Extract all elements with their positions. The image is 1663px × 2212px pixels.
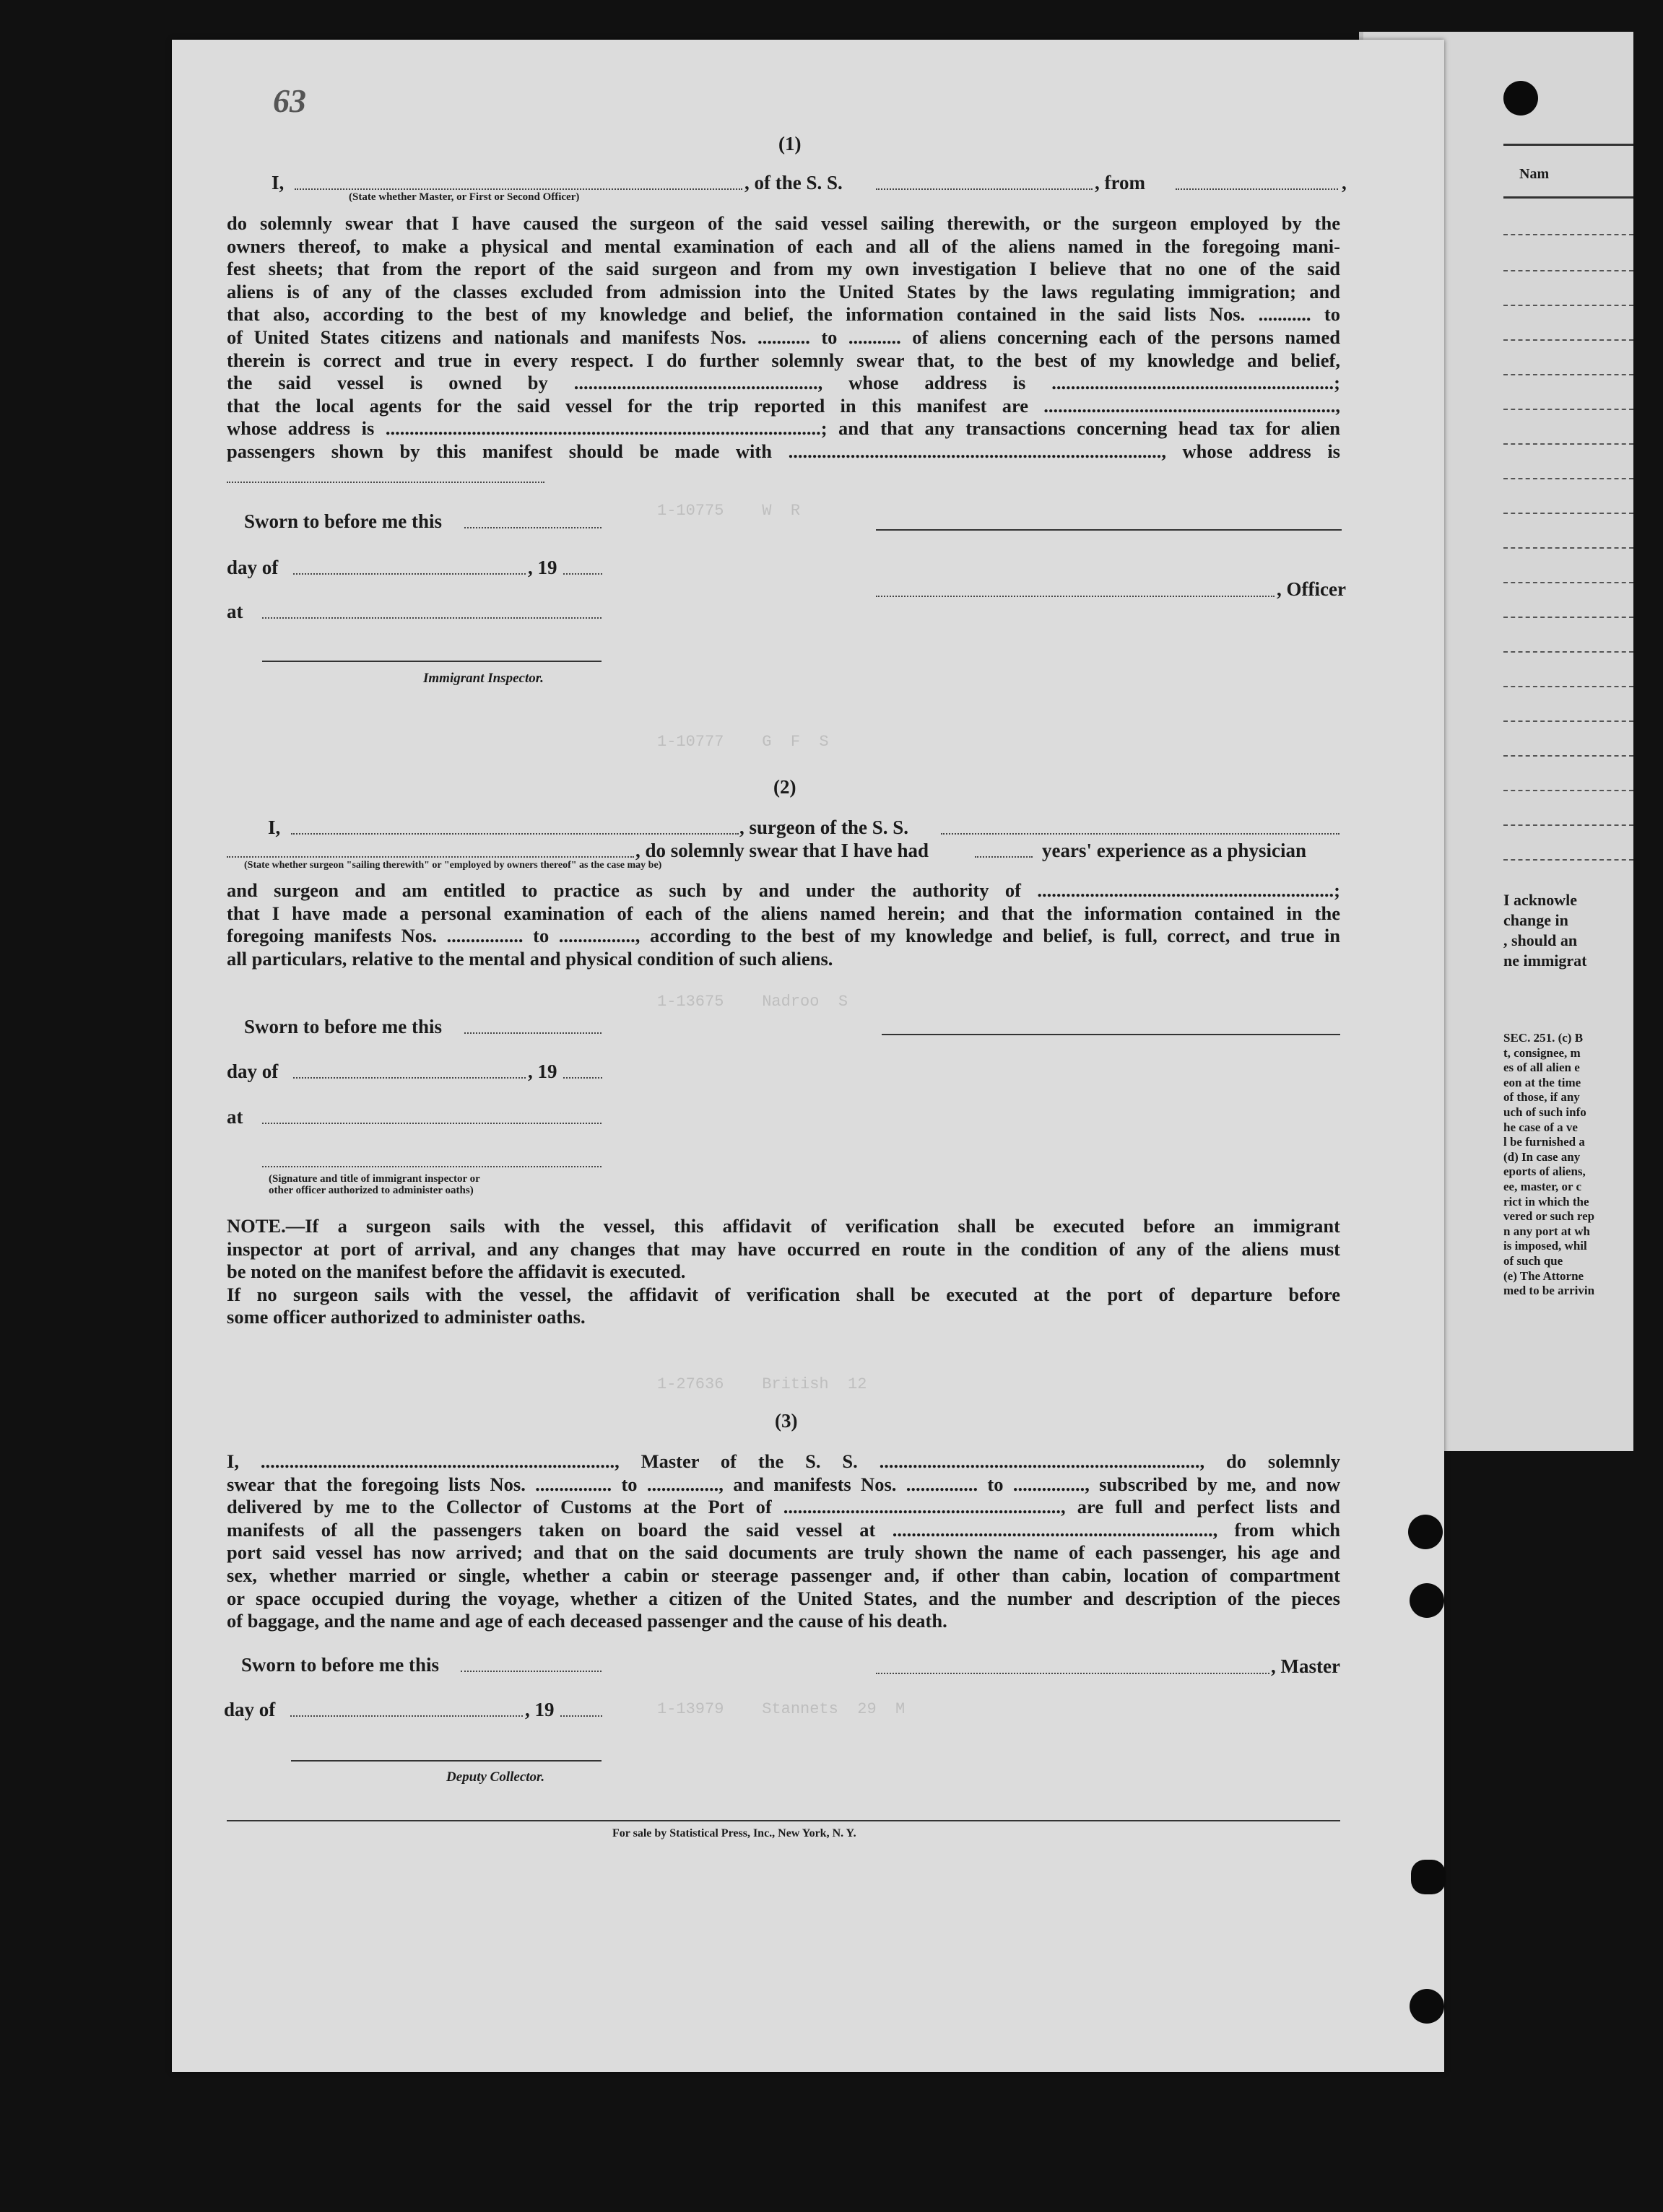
bleed-through: 1-13979 Stannets 29 M (657, 1700, 906, 1718)
section-number-3: (3) (775, 1410, 798, 1432)
s3-oath-paragraph (227, 1450, 1340, 1633)
paragraph-line: swear that the foregoing lists Nos. ................ to ..............., and manifests Nos. ............... to ..............., subscribed by me, and now (227, 1473, 1340, 1495)
underlying-dash-line (1503, 790, 1633, 791)
underlying-dash-line (1503, 409, 1633, 410)
s2-day-of: day of (227, 1061, 279, 1082)
binder-hole (1410, 1583, 1444, 1618)
paragraph-line: foregoing manifests Nos. ................ to ................, according to the best of my knowledge and belief, is full, correct, and true in (227, 925, 1340, 947)
paragraph-line: that also, according to the best of my knowledge and belief, the information contained in the said lists Nos. ........... to (227, 303, 1340, 326)
binder-hole (1503, 81, 1538, 116)
s2-official-signature-line[interactable] (262, 1166, 602, 1167)
underlying-text: change in (1503, 911, 1568, 929)
s2-signer-2: other officer authorized to administer oaths) (269, 1185, 474, 1196)
paragraph-line: fest sheets; that from the report of the said surgeon and from my own investigation I believe that no one of the said (227, 258, 1340, 280)
underlying-dash-line (1503, 513, 1633, 514)
s1-from-field[interactable] (1176, 188, 1338, 190)
underlying-statute-text (1503, 1031, 1594, 1299)
paragraph-line: aliens is of any of the classes excluded from admission into the United States by the laws regulating immigration; and (227, 280, 1340, 302)
underlying-rule (1503, 196, 1633, 199)
s2-years-field[interactable] (975, 856, 1033, 858)
s2-day-field[interactable] (293, 1077, 526, 1079)
s2-surgeon-name-field[interactable] (291, 833, 739, 835)
s3-sworn-field[interactable] (461, 1671, 602, 1672)
footer-rule (227, 1820, 1340, 1821)
statute-line: uch of such info (1503, 1105, 1586, 1119)
footer-imprint: For sale by Statistical Press, Inc., New York, N. Y. (612, 1827, 856, 1839)
manifest-affidavit-page (172, 40, 1444, 2072)
bleed-through: 1-13675 Nadroo S (657, 993, 848, 1011)
s1-officer-field[interactable] (295, 188, 742, 190)
paragraph-line: I, .........................................................................., Master of the S. S. ..................................................................., do solemnly (227, 1450, 1340, 1472)
underlying-dash-line (1503, 859, 1633, 861)
s3-collector-label: Deputy Collector. (446, 1769, 545, 1785)
s2-vessel-field[interactable] (941, 833, 1339, 835)
paragraph-line: or space occupied during the voyage, whether a citizen of the United States, and the number and description of the pieces (227, 1587, 1340, 1609)
s2-surgeon-type-field[interactable] (227, 856, 634, 858)
paragraph-line: NOTE.—If a surgeon sails with the vessel, this affidavit of verification shall be executed before an immigrant (227, 1215, 1340, 1237)
s3-collector-line[interactable] (291, 1760, 602, 1762)
underlying-dash-line (1503, 339, 1633, 341)
s2-at: at (227, 1106, 243, 1128)
paragraph-line: do solemnly swear that I have caused the surgeon of the said vessel sailing therewith, or the surgeon employed by the (227, 212, 1340, 234)
underlying-text: I acknowle (1503, 891, 1578, 909)
underlying-dash-line (1503, 305, 1633, 306)
s1-officer-line[interactable] (876, 596, 1275, 597)
paragraph-line: whose address is ...........................................................................................; and that any transactions concerning head tax for alien (227, 417, 1340, 440)
s1-comma: , (1342, 172, 1347, 193)
s1-officer: , Officer (1277, 578, 1346, 600)
statute-line: n any port at wh (1503, 1224, 1590, 1238)
paragraph-line: some officer authorized to administer oaths. (227, 1306, 586, 1328)
s1-sworn: Sworn to before me this (244, 510, 442, 532)
binder-hole (1411, 1860, 1446, 1894)
paragraph-line: port said vessel has now arrived; and that on the said documents are truly shown the name of each passenger, his age and (227, 1541, 1340, 1564)
underlying-dash-line (1503, 270, 1633, 271)
paragraph-line: that the local agents for the said vessel for the trip reported in this manifest are ............................................................., (227, 394, 1340, 417)
statute-line: (d) In case any (1503, 1149, 1581, 1164)
s1-inspector-line[interactable] (262, 661, 602, 662)
bleed-through: 1-10777 G F S (657, 733, 829, 751)
s3-master-signature-line[interactable] (876, 1673, 1269, 1674)
s2-i: I, (268, 817, 281, 838)
underlying-dash-line (1503, 374, 1633, 375)
paragraph-line: manifests of all the passengers taken on board the said vessel at ..................................................................., from which (227, 1518, 1340, 1541)
s2-sworn-field[interactable] (464, 1032, 602, 1034)
bleed-through: 1-10775 W R (657, 502, 801, 520)
s1-officer-hint: (State whether Master, or First or Second Officer) (349, 191, 580, 203)
paragraph-line: If no surgeon sails with the vessel, the affidavit of verification shall be executed at the port of departure before (227, 1283, 1340, 1305)
s2-years: years' experience as a physician (1042, 840, 1306, 861)
paragraph-line: be noted on the manifest before the affidavit is executed. (227, 1260, 686, 1283)
s1-i: I, (272, 172, 285, 193)
s1-oath-paragraph (227, 212, 1340, 463)
s2-hint: (State whether surgeon "sailing therewith" or "employed by owners thereof" as the case may be) (244, 860, 662, 871)
s1-sworn-field[interactable] (464, 527, 602, 528)
underlying-text: ne immigrat (1503, 952, 1587, 970)
s2-signature-line[interactable] (882, 1034, 1340, 1035)
paragraph-line: therein is correct and true in every respect. I do further solemnly swear that, to the best of my knowledge and belief, (227, 349, 1340, 371)
statute-line: es of all alien e (1503, 1061, 1580, 1075)
s1-vessel-field[interactable] (876, 188, 1093, 190)
s1-year-field[interactable] (563, 573, 602, 575)
binder-hole (1408, 1515, 1443, 1549)
underlying-dash-line (1503, 824, 1633, 826)
underlying-dash-line (1503, 755, 1633, 757)
paragraph-line: all particulars, relative to the mental and physical condition of such aliens. (227, 947, 833, 970)
statute-line: med to be arrivin (1503, 1284, 1595, 1298)
paragraph-line: the said vessel is owned by ..................................................., whose address is ...........................................................; (227, 372, 1340, 394)
statute-line: is imposed, whil (1503, 1239, 1587, 1253)
paragraph-line: of baggage, and the name and age of each deceased passenger and the cause of his death. (227, 1610, 947, 1632)
s1-signature-line[interactable] (876, 529, 1342, 531)
s2-surgeon-of: , surgeon of the S. S. (739, 817, 909, 838)
s2-note-paragraph (227, 1215, 1340, 1329)
section-number-2: (2) (773, 776, 796, 798)
underlying-rule (1503, 144, 1633, 146)
s2-signer-1: (Signature and title of immigrant inspector or (269, 1173, 480, 1185)
section-number-1: (1) (778, 133, 802, 154)
statute-line: of those, if any (1503, 1090, 1580, 1105)
statute-line: rict in which the (1503, 1194, 1589, 1209)
s1-inspector-label: Immigrant Inspector. (423, 671, 544, 686)
s2-year-field[interactable] (563, 1077, 602, 1079)
s3-year-field[interactable] (560, 1715, 602, 1717)
statute-line: t, consignee, m (1503, 1045, 1581, 1060)
s2-year: , 19 (528, 1061, 557, 1082)
s1-at-field[interactable] (262, 617, 602, 619)
underlying-dash-line (1503, 443, 1633, 445)
s3-year: , 19 (525, 1699, 555, 1720)
s1-day-field[interactable] (293, 573, 526, 575)
s2-swear: , do solemnly swear that I have had (635, 840, 929, 861)
underlying-header: Nam (1519, 166, 1550, 182)
statute-line: he case of a ve (1503, 1120, 1578, 1134)
s1-of-ss: , of the S. S. (744, 172, 843, 193)
statute-line: SEC. 251. (c) B (1503, 1031, 1584, 1045)
s1-at: at (227, 601, 243, 622)
s3-sworn: Sworn to before me this (241, 1654, 439, 1676)
statute-line: ee, master, or c (1503, 1179, 1582, 1193)
paragraph-line: inspector at port of arrival, and any changes that may have occurred en route in the condition of any of the aliens must (227, 1237, 1340, 1260)
underlying-dash-line (1503, 478, 1633, 479)
statute-line: vered or such rep (1503, 1209, 1595, 1224)
s1-from: , from (1095, 172, 1145, 193)
statute-line: of such que (1503, 1253, 1563, 1268)
paragraph-line: and surgeon and am entitled to practice as such by and under the authority of ..............................................................; (227, 879, 1340, 901)
s1-year: , 19 (528, 557, 557, 578)
s1-address-continuation-field[interactable] (227, 482, 544, 483)
paragraph-line: that I have made a personal examination of each of the aliens named herein; and that the information contained in the (227, 902, 1340, 924)
paragraph-line: sex, whether married or single, whether a cabin or steerage passenger and, if other than cabin, location of compartment (227, 1564, 1340, 1586)
binder-hole (1410, 1989, 1444, 2024)
s3-day-of: day of (224, 1699, 276, 1720)
paragraph-line: passengers shown by this manifest should be made with .............................................................................., whose address is (227, 440, 1340, 462)
paragraph-line: delivered by me to the Collector of Customs at the Port of .........................................................., are full and perfect lists and (227, 1496, 1340, 1518)
margin-mark: 63 (273, 82, 306, 119)
statute-line: eports of aliens, (1503, 1164, 1586, 1179)
s3-day-field[interactable] (290, 1715, 523, 1717)
statute-line: (e) The Attorne (1503, 1268, 1584, 1283)
bleed-through: 1-27636 British 12 (657, 1375, 867, 1393)
s1-day-of: day of (227, 557, 279, 578)
statute-line: l be furnished a (1503, 1135, 1585, 1149)
s2-at-field[interactable] (262, 1123, 602, 1124)
paragraph-line: of United States citizens and nationals and manifests Nos. ........... to ........... of aliens concerning each of the persons named (227, 326, 1340, 348)
s2-sworn: Sworn to before me this (244, 1016, 442, 1037)
underlying-dash-line (1503, 617, 1633, 618)
paragraph-line: owners thereof, to make a physical and mental examination of each and all of the aliens named in the foregoing mani- (227, 235, 1340, 257)
s2-oath-paragraph (227, 879, 1340, 970)
underlying-dash-line (1503, 720, 1633, 722)
underlying-dash-line (1503, 651, 1633, 653)
underlying-dash-line (1503, 686, 1633, 687)
s3-master: , Master (1271, 1655, 1340, 1677)
underlying-dash-line (1503, 582, 1633, 583)
underlying-dash-line (1503, 547, 1633, 549)
underlying-text: , should an (1503, 931, 1578, 949)
statute-line: eon at the time (1503, 1075, 1581, 1089)
underlying-dash-line (1503, 234, 1633, 235)
